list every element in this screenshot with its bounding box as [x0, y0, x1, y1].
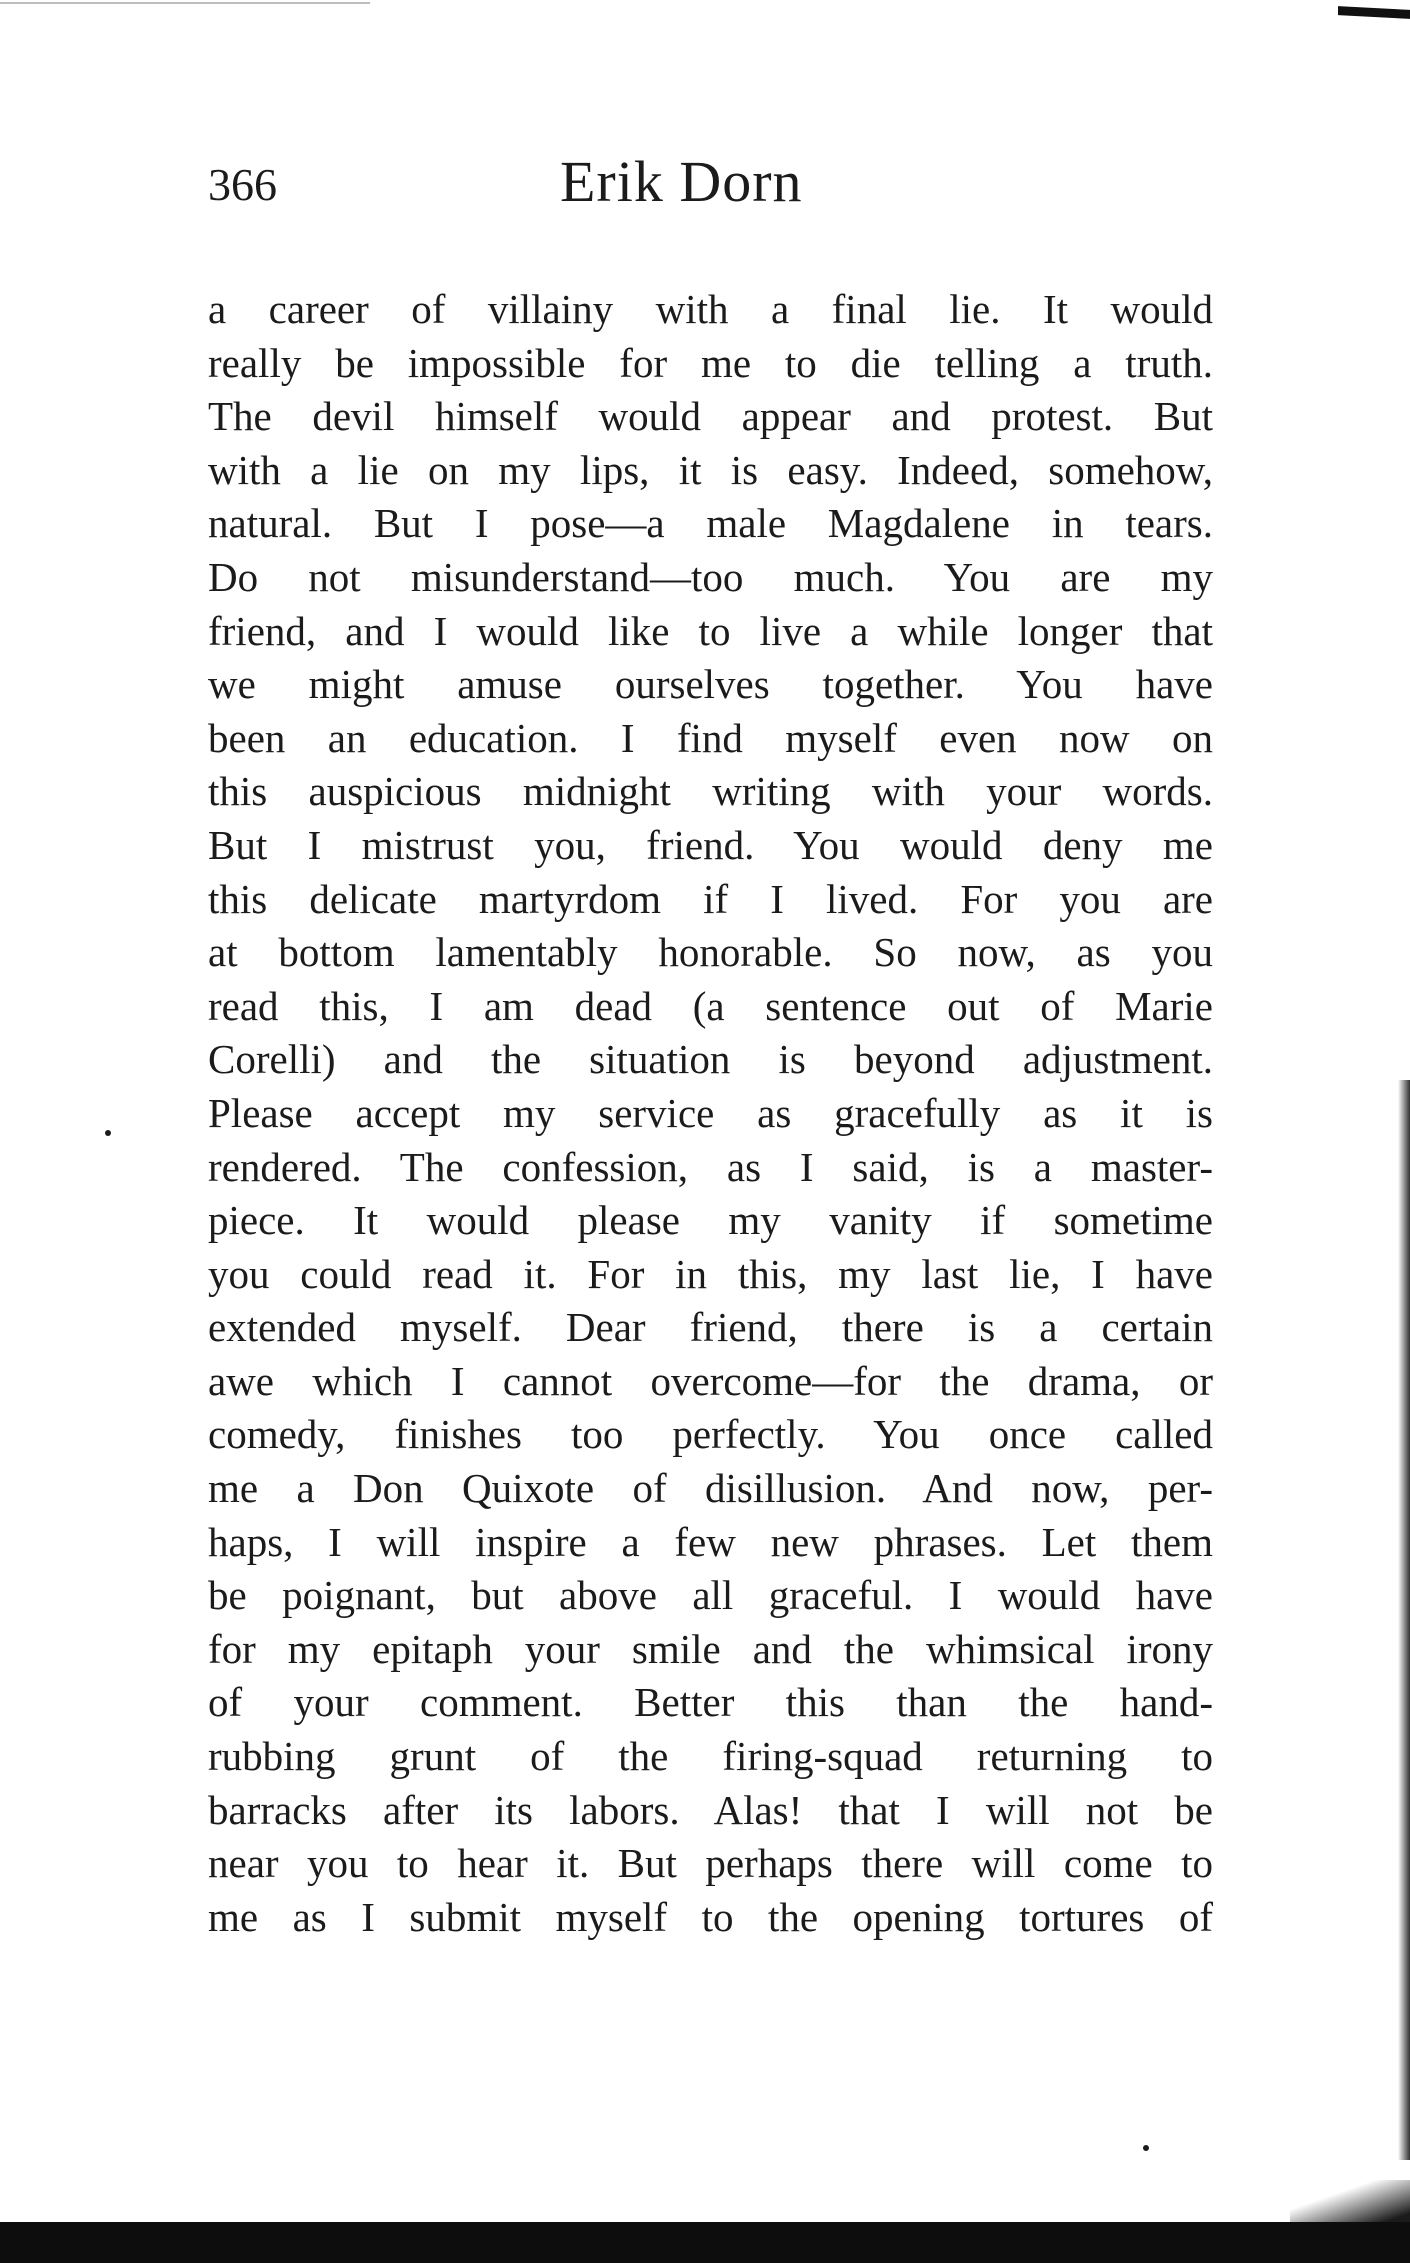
text-line: But I mistrust you, friend. You would deny me [208, 821, 1213, 868]
scan-edge-top [0, 2, 370, 4]
text-line: been an education. I find myself even now on [208, 714, 1213, 761]
text-line: comedy, finishes too perfectly. You once called [208, 1411, 1213, 1458]
text-line: this auspicious midnight writing with your words. [208, 768, 1213, 815]
scan-edge-bottom [0, 2222, 1410, 2263]
text-line: near you to hear it. But perhaps there will come to [208, 1840, 1213, 1887]
text-line: piece. It would please my vanity if sometime [208, 1197, 1213, 1244]
text-line: really be impossible for me to die telling a truth. [208, 339, 1213, 386]
text-line: rubbing grunt of the firing-squad returning to [208, 1733, 1213, 1780]
scan-mark-top-right [1338, 6, 1410, 19]
body-text [208, 283, 1213, 1944]
text-line: you could read it. For in this, my last lie, I have [208, 1250, 1213, 1297]
text-line: Please accept my service as gracefully as it is [208, 1089, 1213, 1136]
text-line: Do not misunderstand—too much. You are my [208, 553, 1213, 600]
text-line: friend, and I would like to live a while longer that [208, 607, 1213, 654]
text-line: The devil himself would appear and protest. But [208, 393, 1213, 440]
running-head [0, 150, 1410, 230]
text-line: for my epitaph your smile and the whimsical irony [208, 1625, 1213, 1672]
text-line: a career of villainy with a final lie. It would [208, 286, 1213, 332]
text-line: rendered. The confession, as I said, is a master- [208, 1143, 1213, 1190]
text-line: at bottom lamentably honorable. So now, as you [208, 929, 1213, 976]
text-line: with a lie on my lips, it is easy. Indeed, somehow, [208, 446, 1213, 493]
page-number: 366 [208, 159, 277, 210]
scan-speck [1143, 2145, 1149, 2151]
text-line: me a Don Quixote of disillusion. And now, per- [208, 1465, 1213, 1512]
text-line: awe which I cannot overcome—for the drama, or [208, 1357, 1213, 1404]
text-line: we might amuse ourselves together. You have [208, 661, 1213, 708]
text-line: this delicate martyrdom if I lived. For you are [208, 875, 1213, 922]
text-line: be poignant, but above all graceful. I would have [208, 1572, 1213, 1619]
scan-edge-right [1398, 1080, 1410, 2160]
text-line: of your comment. Better this than the hand- [208, 1679, 1213, 1726]
book-title: Erik Dorn [560, 149, 803, 214]
text-line: natural. But I pose—a male Magdalene in tears. [208, 500, 1213, 547]
text-line: me as I submit myself to the opening tortures of [208, 1893, 1213, 1940]
text-line: read this, I am dead (a sentence out of Marie [208, 982, 1213, 1029]
text-line: extended myself. Dear friend, there is a certain [208, 1304, 1213, 1351]
text-line: Corelli) and the situation is beyond adjustment. [208, 1036, 1213, 1083]
scan-shadow-bottom-right [1290, 2180, 1410, 2222]
scan-speck [105, 1130, 111, 1136]
text-line: haps, I will inspire a few new phrases. Let them [208, 1518, 1213, 1565]
text-line: barracks after its labors. Alas! that I will not be [208, 1786, 1213, 1833]
